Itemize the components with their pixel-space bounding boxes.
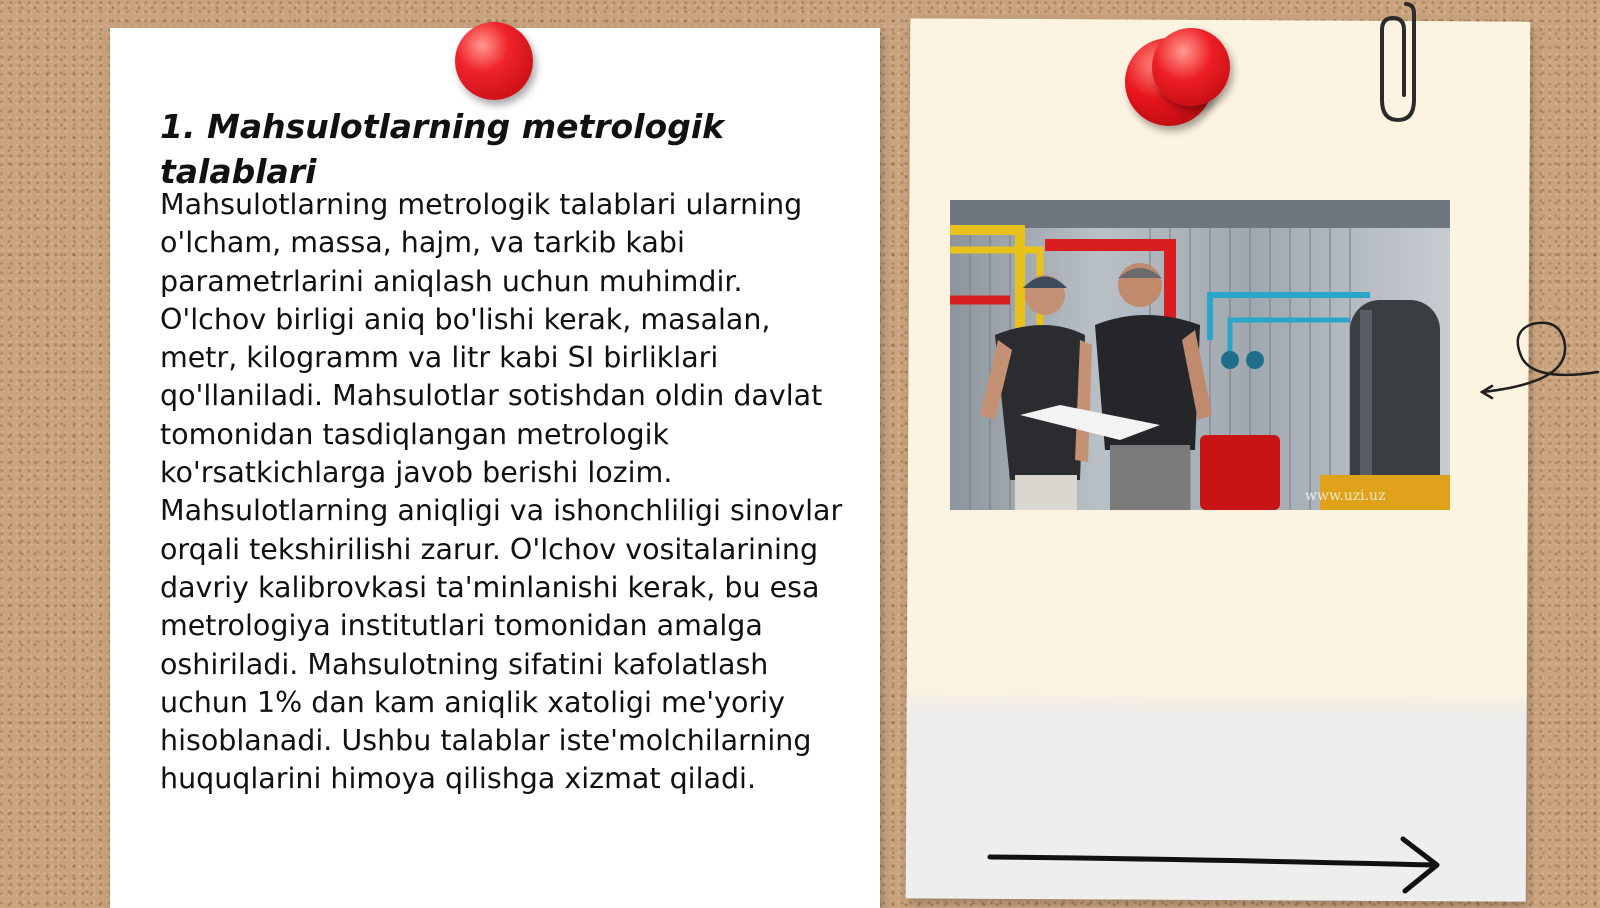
slide-title: 1. Mahsulotlarning metrologik talablari: [160, 107, 725, 191]
paper-clip-icon: [1376, 0, 1420, 124]
photo-watermark: www.uzi.uz: [1305, 488, 1386, 504]
arrow-right-icon: [985, 835, 1455, 895]
push-pin-icon: [1152, 28, 1230, 106]
swirl-arrow-icon: [1480, 310, 1600, 410]
push-pin-icon: [455, 22, 533, 100]
workers-photo: [950, 200, 1450, 510]
workers-photo-illustration: [950, 200, 1450, 510]
slide-body-text: Mahsulotlarning metrologik talablari ularning o'lcham, massa, hajm, va tarkib kabi parametrlarini aniqlash uchun muhimdir. O'lchov birligi aniq bo'lishi kerak, masalan, metr, kilogramm va litr kabi SI birliklari qo'llaniladi. Mahsulotlar sotishdan oldin davlat tomonidan tasdiqlangan metrologik ko'rsatkichlarga javob berishi lozim. Mahsulotlarning aniqligi va ishonchliligi sinovlar orqali tekshirilishi zarur. O'lchov vositalarining davriy kalibrovkasi ta'minlanishi kerak, bu esa metrologiya institutlari tomonidan amalga oshiriladi. Mahsulotning sifatini kafolatlash uchun 1% dan kam aniqlik xatoligi me'yoriy hisoblanadi. Ushbu talablar iste'molchilarning huquqlarini himoya qilishga xizmat qiladi.: [160, 188, 843, 796]
